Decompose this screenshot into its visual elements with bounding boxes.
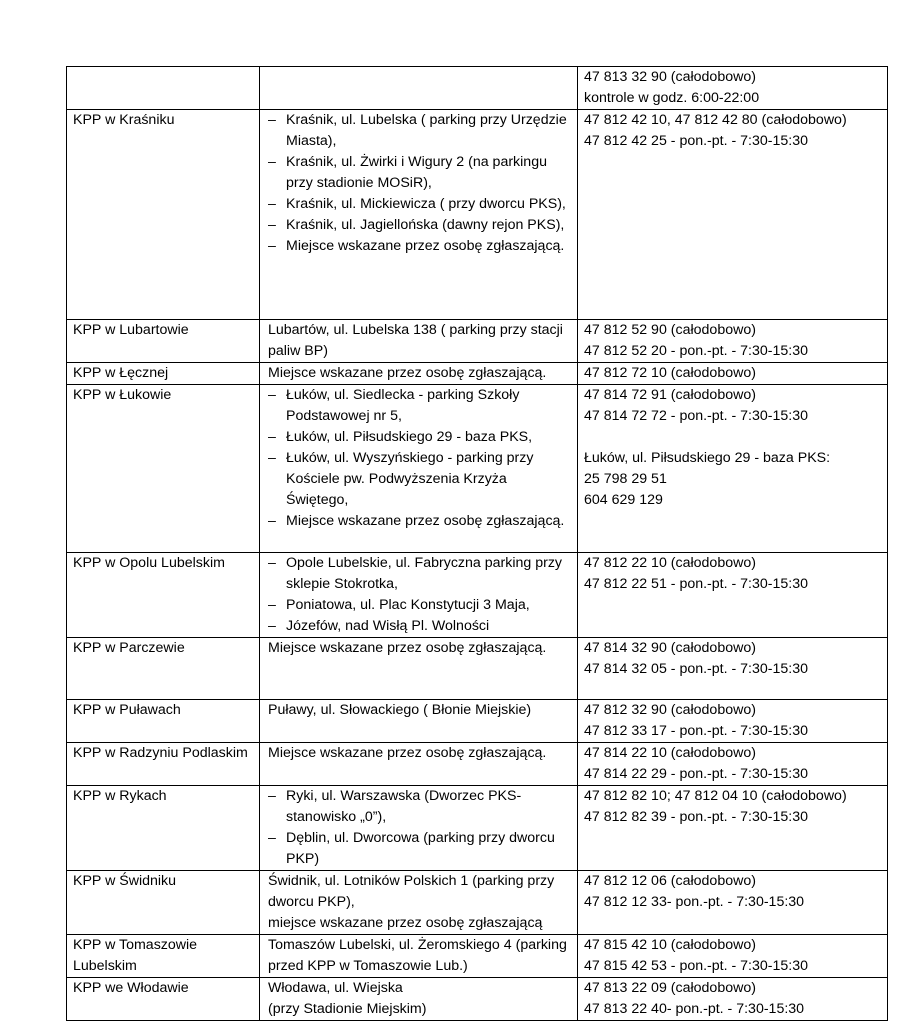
phone-line: 47 812 33 17 - pon.-pt. - 7:30-15:30 (584, 723, 809, 739)
place-list (268, 110, 571, 257)
place-list (268, 553, 571, 637)
phone-line: 47 813 32 90 (całodobowo) (584, 69, 756, 85)
phone-cell (578, 320, 888, 363)
phone-line: 47 812 82 10; 47 812 04 10 (całodobowo) (584, 788, 847, 804)
phone-line: 47 815 42 53 - pon.-pt. - 7:30-15:30 (584, 958, 809, 974)
list-item: – Łuków, ul. Piłsudskiego 29 - baza PKS, (268, 427, 571, 448)
unit-cell (67, 67, 260, 110)
unit-cell: KPP w Kraśniku (67, 110, 260, 320)
phone-cell (578, 700, 888, 743)
phone-line: 47 812 12 33- pon.-pt. - 7:30-15:30 (584, 894, 805, 910)
units-table (66, 66, 888, 1021)
phone-cell (578, 385, 888, 553)
list-item: – Łuków, ul. Siedlecka - parking Szkoły Podstawowej nr 5, (268, 385, 571, 427)
table-row (67, 935, 888, 978)
phone-cell (578, 786, 888, 871)
place-cell (260, 786, 578, 871)
place-line: Miejsce wskazane przez osobę zgłaszającą. (268, 745, 547, 761)
unit-cell: KPP w Tomaszowie Lubelskim (67, 935, 260, 978)
table-row (67, 638, 888, 700)
unit-cell: KPP w Opolu Lubelskim (67, 553, 260, 638)
list-item: – Opole Lubelskie, ul. Fabryczna parking przy sklepie Stokrotka, (268, 553, 571, 595)
place-line: Świdnik, ul. Lotników Polskich 1 (parking przy dworcu PKP), (268, 873, 555, 910)
phone-line: 47 814 32 90 (całodobowo) (584, 640, 756, 656)
place-cell (260, 700, 578, 743)
phone-cell (578, 743, 888, 786)
phone-cell (578, 935, 888, 978)
place-cell (260, 67, 578, 110)
place-cell (260, 743, 578, 786)
place-cell (260, 978, 578, 1021)
phone-line: 47 812 32 90 (całodobowo) (584, 702, 756, 718)
place-list (268, 385, 571, 532)
list-item: – Miejsce wskazane przez osobę zgłaszającą. (268, 236, 571, 257)
place-line: Włodawa, ul. Wiejska (268, 980, 403, 996)
list-item: – Kraśnik, ul. Żwirki i Wigury 2 (na parkingu przy stadionie MOSiR), (268, 152, 571, 194)
table-row (67, 871, 888, 935)
place-line: Puławy, ul. Słowackiego ( Błonie Miejskie) (268, 702, 532, 718)
unit-cell: KPP w Łukowie (67, 385, 260, 553)
unit-cell: KPP w Radzyniu Podlaskim (67, 743, 260, 786)
phone-line: 47 812 22 51 - pon.-pt. - 7:30-15:30 (584, 576, 809, 592)
phone-cell (578, 638, 888, 700)
list-item: – Łuków, ul. Wyszyńskiego - parking przy Kościele pw. Podwyższenia Krzyża Świętego, (268, 448, 571, 511)
phone-line: 47 812 52 90 (całodobowo) (584, 322, 756, 338)
phone-line: kontrole w godz. 6:00-22:00 (584, 90, 760, 106)
phone-cell (578, 871, 888, 935)
unit-cell: KPP w Parczewie (67, 638, 260, 700)
spacer (584, 427, 881, 448)
phone-cell (578, 553, 888, 638)
phone-line: 47 813 22 09 (całodobowo) (584, 980, 756, 996)
list-item: – Józefów, nad Wisłą Pl. Wolności (268, 616, 571, 637)
place-line: Lubartów, ul. Lubelska 138 ( parking przy stacji paliw BP) (268, 322, 563, 359)
table-row (67, 385, 888, 553)
place-list (268, 786, 571, 870)
place-line: miejsce wskazane przez osobę zgłaszającą (268, 915, 543, 931)
list-item: – Ryki, ul. Warszawska (Dworzec PKS-stanowisko „0”), (268, 786, 571, 828)
phone-line: 47 814 22 29 - pon.-pt. - 7:30-15:30 (584, 766, 809, 782)
phone-line: 47 812 42 10, 47 812 42 80 (całodobowo) (584, 112, 847, 128)
phone-line: 47 812 42 25 - pon.-pt. - 7:30-15:30 (584, 133, 809, 149)
phone-line: 47 812 52 20 - pon.-pt. - 7:30-15:30 (584, 343, 809, 359)
place-line: Miejsce wskazane przez osobę zgłaszającą. (268, 640, 547, 656)
list-item: – Dęblin, ul. Dworcowa (parking przy dworcu PKP) (268, 828, 571, 870)
phone-extra-line: Łuków, ul. Piłsudskiego 29 - baza PKS: (584, 450, 831, 466)
list-item: – Miejsce wskazane przez osobę zgłaszającą. (268, 511, 571, 532)
unit-cell: KPP w Puławach (67, 700, 260, 743)
table-row (67, 700, 888, 743)
phone-line: 47 814 72 72 - pon.-pt. - 7:30-15:30 (584, 408, 809, 424)
table-row (67, 320, 888, 363)
table-row (67, 978, 888, 1021)
table-row (67, 67, 888, 110)
unit-cell: KPP w Świdniku (67, 871, 260, 935)
place-cell (260, 363, 578, 385)
phone-line: 47 813 22 40- pon.-pt. - 7:30-15:30 (584, 1001, 805, 1017)
list-item: – Kraśnik, ul. Mickiewicza ( przy dworcu PKS), (268, 194, 571, 215)
unit-cell: KPP w Rykach (67, 786, 260, 871)
table-row (67, 110, 888, 320)
place-line: (przy Stadionie Miejskim) (268, 1001, 427, 1017)
phone-cell (578, 67, 888, 110)
place-cell (260, 320, 578, 363)
unit-cell: KPP we Włodawie (67, 978, 260, 1021)
place-cell (260, 110, 578, 320)
place-cell (260, 935, 578, 978)
place-cell (260, 553, 578, 638)
phone-extra-line: 25 798 29 51 (584, 471, 667, 487)
phone-line: 47 812 72 10 (całodobowo) (584, 365, 756, 381)
table-row (67, 743, 888, 786)
phone-line: 47 812 82 39 - pon.-pt. - 7:30-15:30 (584, 809, 809, 825)
unit-cell: KPP w Łęcznej (67, 363, 260, 385)
phone-line: 47 815 42 10 (całodobowo) (584, 937, 756, 953)
list-item: – Poniatowa, ul. Plac Konstytucji 3 Maja, (268, 595, 571, 616)
table-row (67, 553, 888, 638)
place-cell (260, 638, 578, 700)
table-row (67, 786, 888, 871)
table-row (67, 363, 888, 385)
unit-cell: KPP w Lubartowie (67, 320, 260, 363)
phone-line: 47 814 22 10 (całodobowo) (584, 745, 756, 761)
place-cell (260, 871, 578, 935)
place-line: Miejsce wskazane przez osobę zgłaszającą. (268, 365, 547, 381)
phone-extra-line: 604 629 129 (584, 492, 663, 508)
phone-line: 47 814 32 05 - pon.-pt. - 7:30-15:30 (584, 661, 809, 677)
phone-line: 47 812 22 10 (całodobowo) (584, 555, 756, 571)
phone-line: 47 814 72 91 (całodobowo) (584, 387, 756, 403)
phone-cell (578, 363, 888, 385)
list-item: – Kraśnik, ul. Jagiellońska (dawny rejon PKS), (268, 215, 571, 236)
phone-line: 47 812 12 06 (całodobowo) (584, 873, 756, 889)
place-cell (260, 385, 578, 553)
place-line: Tomaszów Lubelski, ul. Żeromskiego 4 (parking przed KPP w Tomaszowie Lub.) (268, 937, 567, 974)
list-item: – Kraśnik, ul. Lubelska ( parking przy Urzędzie Miasta), (268, 110, 571, 152)
phone-cell (578, 110, 888, 320)
phone-cell (578, 978, 888, 1021)
